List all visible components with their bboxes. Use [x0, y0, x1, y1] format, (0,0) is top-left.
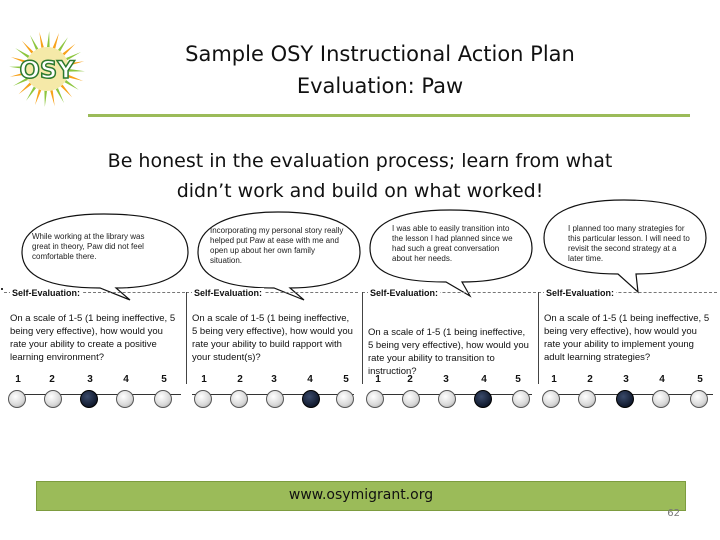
self-evaluation-card-1: [4, 288, 185, 412]
logo-ray: [19, 83, 32, 95]
self-evaluation-card-4: [538, 288, 717, 412]
logo-text: OSY: [19, 56, 75, 84]
logo-ray: [30, 35, 38, 50]
rating-option-4[interactable]: [474, 390, 492, 408]
scale-number: 5: [515, 374, 521, 385]
speech-bubble-1: [18, 210, 190, 300]
footer-url-link[interactable]: www.osymigrant.org: [288, 487, 434, 503]
osy-logo: [8, 30, 86, 108]
scale-number: 4: [307, 374, 313, 385]
scale-number: 2: [49, 374, 55, 385]
scale-number: 5: [161, 374, 167, 385]
subtitle-line-1: Be honest in the evaluation process; learn from what: [107, 150, 613, 172]
bubble-text: Incorporating my personal story really helped put Paw at ease with me and open up about her own family situation.: [210, 226, 344, 265]
logo-ray: [61, 85, 73, 98]
rating-option-3[interactable]: [80, 390, 98, 408]
slide-number: 62: [667, 508, 680, 519]
self-evaluation-label: Self-Evaluation:: [12, 288, 81, 298]
logo-ray: [26, 87, 36, 101]
rating-option-1[interactable]: [8, 390, 26, 408]
evaluation-question: On a scale of 1-5 (1 being ineffective, 5 being very effective), how would you rate your ability to build rapport with your student(s)?: [192, 313, 353, 363]
logo-ray: [53, 33, 59, 49]
scale-number: 1: [201, 374, 207, 385]
rating-option-3[interactable]: [438, 390, 456, 408]
speech-bubble-4: [540, 196, 708, 292]
rating-option-5[interactable]: [690, 390, 708, 408]
rating-option-2[interactable]: [402, 390, 420, 408]
logo-ray: [56, 88, 64, 103]
scale-number: 3: [87, 374, 93, 385]
logo-ray: [50, 90, 55, 106]
footer-bar: [36, 481, 686, 511]
title-line-1: Sample OSY Instructional Action Plan: [185, 42, 575, 66]
evaluation-question: On a scale of 1-5 (1 being ineffective, 5 being very effective), how would you rate your ability to transition to instruction?: [368, 327, 529, 377]
bubble-text: I planned too many strategies for this particular lesson. I will need to revisit the second strategy at a later time.: [568, 224, 690, 263]
scale-number: 5: [697, 374, 703, 385]
speech-bubble-3: [366, 206, 534, 296]
title-line-2: Evaluation: Paw: [296, 74, 464, 98]
rating-option-4[interactable]: [652, 390, 670, 408]
self-evaluation-card-3: [362, 288, 536, 412]
self-evaluation-label: Self-Evaluation:: [546, 288, 615, 298]
bubble-text: While working at the library was great in theory, Paw did not feel comfortable there.: [32, 232, 145, 261]
scale-number: 1: [375, 374, 381, 385]
logo-ray: [44, 91, 47, 107]
rating-option-2[interactable]: [578, 390, 596, 408]
rating-option-4[interactable]: [302, 390, 320, 408]
scale-number: 5: [343, 374, 349, 385]
scale-number: 1: [15, 374, 21, 385]
scale-number: 4: [659, 374, 665, 385]
scale-number: 3: [623, 374, 629, 385]
evaluation-question: On a scale of 1-5 (1 being ineffective, 5 being very effective), how would you rate your ability to implement young adult learning strategies?: [544, 313, 710, 363]
scale-number: 1: [551, 374, 557, 385]
scale-number: 3: [271, 374, 277, 385]
subtitle-line-2: didn’t work and build on what worked!: [176, 180, 544, 202]
rating-option-3[interactable]: [616, 390, 634, 408]
speech-bubble-2: [194, 208, 362, 300]
stray-dot: [1, 288, 3, 290]
logo-ray: [39, 32, 44, 48]
logo-ray: [22, 41, 34, 54]
scale-number: 4: [123, 374, 129, 385]
scale-number: 2: [237, 374, 243, 385]
rating-option-2[interactable]: [44, 390, 62, 408]
self-evaluation-label: Self-Evaluation:: [194, 288, 263, 298]
logo-ray: [47, 31, 50, 47]
logo-ray: [35, 89, 41, 105]
rating-option-1[interactable]: [194, 390, 212, 408]
title-divider: [88, 114, 690, 117]
logo-ray: [58, 37, 68, 51]
rating-option-1[interactable]: [366, 390, 384, 408]
rating-option-5[interactable]: [512, 390, 530, 408]
self-evaluation-label: Self-Evaluation:: [370, 288, 439, 298]
rating-option-5[interactable]: [336, 390, 354, 408]
scale-number: 2: [407, 374, 413, 385]
rating-option-2[interactable]: [230, 390, 248, 408]
logo-ray: [63, 44, 76, 56]
bubble-text: I was able to easily transition into the lesson I had planned since we had such a great conversation about her needs.: [392, 224, 513, 263]
self-evaluation-panel: [4, 288, 717, 412]
osy-sunburst-icon: [8, 30, 86, 108]
page-title: [140, 38, 620, 102]
scale-number: 2: [587, 374, 593, 385]
self-evaluation-card-2: [186, 288, 358, 412]
rating-option-3[interactable]: [266, 390, 284, 408]
evaluation-question: On a scale of 1-5 (1 being ineffective, 5 being very effective), how would you rate your ability to create a positive learning environment?: [10, 313, 176, 363]
scale-number: 3: [443, 374, 449, 385]
scale-number: 4: [481, 374, 487, 385]
rating-option-4[interactable]: [116, 390, 134, 408]
rating-option-1[interactable]: [542, 390, 560, 408]
rating-option-5[interactable]: [154, 390, 172, 408]
